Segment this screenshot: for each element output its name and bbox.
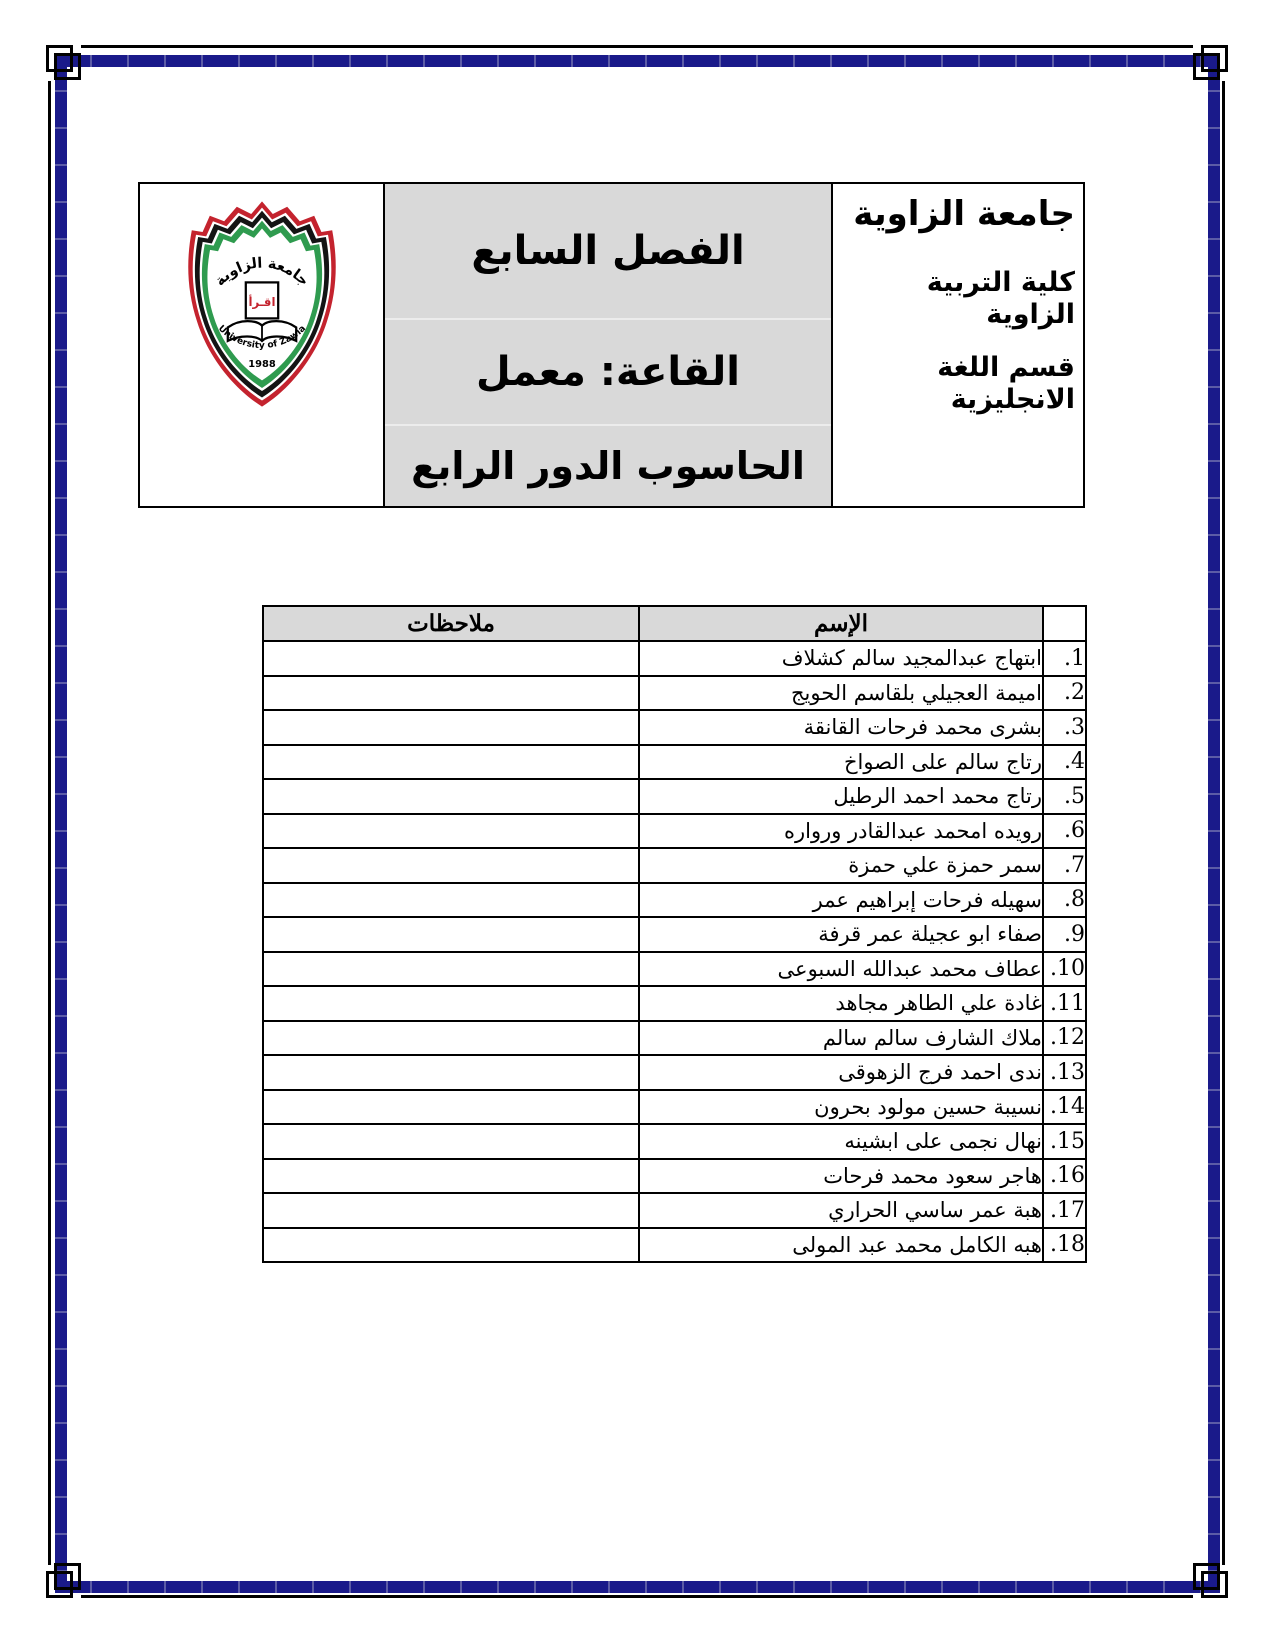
notes-cell	[263, 779, 639, 814]
notes-cell	[263, 676, 639, 711]
table-row	[263, 1021, 1086, 1056]
student-name: ندى احمد فرج الزهوقى	[639, 1055, 1043, 1090]
student-name: سمر حمزة علي حمزة	[639, 848, 1043, 883]
student-name: غادة علي الطاهر مجاهد	[639, 986, 1043, 1021]
corner-ornament	[54, 1563, 81, 1590]
notes-cell	[263, 848, 639, 883]
row-number: 6.	[1043, 814, 1086, 849]
table-row	[263, 952, 1086, 987]
student-name: رتاج محمد احمد الرطيل	[639, 779, 1043, 814]
table-row	[263, 1193, 1086, 1228]
row-number: 12.	[1043, 1021, 1086, 1056]
table-row	[263, 1159, 1086, 1194]
class-info-line: الحاسوب الدور الرابع	[411, 444, 805, 488]
notes-cell	[263, 1090, 639, 1125]
table-row	[263, 641, 1086, 676]
student-name: هاجر سعود محمد فرحات	[639, 1159, 1043, 1194]
border-blue-left	[55, 55, 67, 1593]
table-row	[263, 676, 1086, 711]
table-row	[263, 710, 1086, 745]
notes-cell	[263, 1055, 639, 1090]
student-name: رويده امحمد عبدالقادر ورواره	[639, 814, 1043, 849]
student-name: نهال نجمى على ابشينه	[639, 1124, 1043, 1159]
table-row	[263, 986, 1086, 1021]
row-number: 11.	[1043, 986, 1086, 1021]
border-black-bottom	[81, 1595, 1193, 1598]
student-name: صفاء ابو عجيلة عمر قرفة	[639, 917, 1043, 952]
border-black-top	[81, 45, 1193, 48]
row-number: 2.	[1043, 676, 1086, 711]
row-number: 17.	[1043, 1193, 1086, 1228]
table-row	[263, 883, 1086, 918]
name-column-header: الإسم	[639, 606, 1043, 641]
table-row	[263, 745, 1086, 780]
notes-cell	[263, 952, 639, 987]
row-number: 14.	[1043, 1090, 1086, 1125]
number-column-header	[1043, 606, 1086, 641]
student-name: ابتهاج عبدالمجيد سالم كشلاف	[639, 641, 1043, 676]
row-number: 9.	[1043, 917, 1086, 952]
logo-arabic-arc-text: جامعة الزاوية	[211, 255, 312, 290]
class-info-cell	[385, 184, 833, 506]
university-logo	[172, 196, 352, 412]
notes-cell	[263, 1193, 639, 1228]
table-row	[263, 779, 1086, 814]
header-table	[138, 182, 1085, 508]
table-row	[263, 1124, 1086, 1159]
notes-cell	[263, 814, 639, 849]
border-blue-right	[1208, 55, 1220, 1593]
logo-cell	[140, 184, 385, 506]
notes-cell	[263, 641, 639, 676]
corner-ornament	[54, 53, 81, 80]
row-number: 10.	[1043, 952, 1086, 987]
table-row	[263, 1228, 1086, 1263]
row-number: 8.	[1043, 883, 1086, 918]
notes-cell	[263, 1124, 639, 1159]
university-info-cell	[833, 184, 1083, 506]
row-number: 16.	[1043, 1159, 1086, 1194]
row-number: 1.	[1043, 641, 1086, 676]
table-row	[263, 917, 1086, 952]
notes-column-header: ملاحظات	[263, 606, 639, 641]
logo-book-word: اقـرأ	[248, 294, 275, 309]
faculty-name: كلية التربية الزاوية	[926, 266, 1075, 331]
student-name: رتاج سالم على الصواخ	[639, 745, 1043, 780]
student-name: ملاك الشارف سالم سالم	[639, 1021, 1043, 1056]
row-number: 4.	[1043, 745, 1086, 780]
border-blue-top	[55, 55, 1220, 67]
table-row	[263, 1055, 1086, 1090]
table-row	[263, 848, 1086, 883]
notes-cell	[263, 883, 639, 918]
row-number: 15.	[1043, 1124, 1086, 1159]
logo-year: 1988	[247, 359, 276, 370]
row-number: 3.	[1043, 710, 1086, 745]
notes-cell	[263, 745, 639, 780]
student-name: بشرى محمد فرحات القانقة	[639, 710, 1043, 745]
student-name: اميمة العجيلي بلقاسم الحويج	[639, 676, 1043, 711]
border-black-right	[1222, 81, 1225, 1565]
corner-ornament	[1193, 1563, 1220, 1590]
university-name: جامعة الزاوية	[853, 194, 1075, 234]
notes-cell	[263, 1228, 639, 1263]
notes-cell	[263, 1159, 639, 1194]
notes-cell	[263, 986, 639, 1021]
student-name: سهيله فرحات إبراهيم عمر	[639, 883, 1043, 918]
class-info-line: الفصل السابع	[385, 184, 831, 320]
student-name: هبه الكامل محمد عبد المولى	[639, 1228, 1043, 1263]
student-name: هبة عمر ساسي الحراري	[639, 1193, 1043, 1228]
department-name: قسم اللغة الانجليزية	[937, 351, 1075, 415]
logo-english-arc-text: University of Zawia	[215, 323, 308, 352]
student-name: نسيبة حسين مولود بحرون	[639, 1090, 1043, 1125]
attendance-table	[262, 605, 1087, 1263]
row-number: 13.	[1043, 1055, 1086, 1090]
table-header-row	[263, 606, 1086, 641]
notes-cell	[263, 1021, 639, 1056]
table-row	[263, 814, 1086, 849]
border-black-left	[48, 81, 51, 1565]
notes-cell	[263, 917, 639, 952]
row-number: 5.	[1043, 779, 1086, 814]
notes-cell	[263, 710, 639, 745]
border-blue-bottom	[55, 1581, 1220, 1593]
row-number: 18.	[1043, 1228, 1086, 1263]
corner-ornament	[1193, 53, 1220, 80]
class-info-line: القاعة: معمل	[385, 320, 831, 426]
student-name: عطاف محمد عبدالله السبوعى	[639, 952, 1043, 987]
table-row	[263, 1090, 1086, 1125]
row-number: 7.	[1043, 848, 1086, 883]
